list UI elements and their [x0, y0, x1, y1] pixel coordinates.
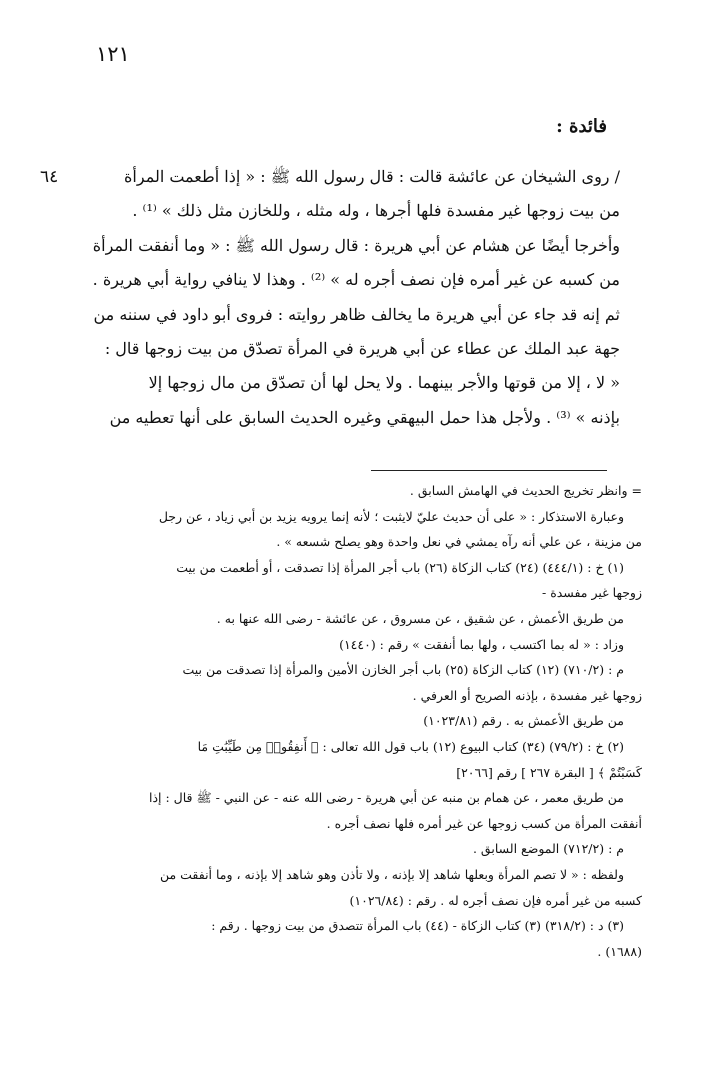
- main-text-line: من بيت زوجها غير مفسدة فلها أجرها ، وله مثله ، وللخازن مثل ذلك » ⁽¹⁾ .: [132, 201, 620, 221]
- footnote-line: م : (٧١٠/٢) (١٢) كتاب الزكاة (٢٥) باب أجر الخازن الأمين والمرأة إذا تصدقت من بيت: [182, 662, 624, 678]
- footnote-line: زوجها غير مفسدة ، بإذنه الصريح أو العرفي .: [412, 687, 642, 703]
- footnote-line: أنفقت المرأة من كسب زوجها عن غير أمره فلها نصف أجره .: [326, 815, 642, 831]
- main-text: [58, 160, 620, 435]
- page-number: ١٢١: [96, 42, 130, 66]
- main-text-line: من كسبه عن غير أمره فإن نصف أجره له » ⁽²⁾ . وهذا لا ينافي رواية أبي هريرة .: [92, 270, 620, 290]
- section-heading: فائدة :: [556, 116, 607, 137]
- main-text-line: ثم إنه قد جاء عن أبي هريرة ما يخالف ظاهر روايته : فروى أبو داود في سننه من: [93, 304, 620, 324]
- footnote-line: ولفظه : « لا تصم المرأة وبعلها شاهد إلا بإذنه ، ولا تأذن وهو شاهد إلا بإذنه ، وما أنفقت من: [159, 866, 624, 882]
- footnote-divider: [371, 470, 607, 471]
- main-text-line: وأخرجا أيضًا عن هشام عن أبي هريرة : قال رسول الله ﷺ : « وما أنفقت المرأة: [92, 235, 620, 255]
- footnote-line: (٢) خ : (٧٩/٢) (٣٤) كتاب البيوع (١٢) باب قول الله تعالى : ﴿ أَنفِقُوا۟ مِن طَيِّبَٰتِ مَا: [197, 738, 624, 754]
- footnote-line: من طريق معمر ، عن همام بن منبه عن أبي هريرة - رضى الله عنه - عن النبي - ﷺ قال : إذا: [149, 790, 624, 806]
- main-text-line: / روى الشيخان عن عائشة قالت : قال رسول الله ﷺ : « إذا أطعمت المرأة: [124, 167, 620, 186]
- main-text-line: جهة عبد الملك عن عطاء عن أبي هريرة في المرأة تصدّق من بيت زوجها قال :: [104, 339, 620, 359]
- footnote-line: من طريق الأعمش به . رقم (١٠٢٣/٨١): [423, 713, 624, 729]
- footnote-line: م : (٧١٢/٢) الموضع السابق .: [472, 841, 624, 857]
- footnote-line: وعبارة الاستذكار : « على أن حديث عليّ لايثبت ؛ لأنه إنما يرويه يزيد بن أبي زياد ، عن رجل: [158, 508, 624, 524]
- footnote-line: (١٦٨٨) .: [597, 943, 642, 959]
- main-text-line: بإذنه » ⁽³⁾ . ولأجل هذا حمل البيهقي وغيره الحديث السابق على أنها تعطيه من: [109, 407, 620, 427]
- footnote-line: كسبه من غير أمره فإن نصف أجره له . رقم : (١٠٢٦/٨٤): [349, 892, 642, 908]
- footnote-line: وزاد : « له بما اكتسب ، ولها بما أنفقت » رقم : (١٤٤٠): [339, 636, 624, 652]
- footnote-line: (٣) د : (٣١٨/٢) (٣) كتاب الزكاة - (٤٤) باب المرأة تتصدق من بيت زوجها . رقم :: [211, 918, 624, 934]
- footnote-line: (١) خ : (٤٤٤/١) (٢٤) كتاب الزكاة (٢٦) باب أجر المرأة إذا تصدقت ، أو أطعمت من بيت: [176, 559, 624, 575]
- footnote-line: من مزينة ، عن علي أنه رآه يمشي في نعل واحدة وهو يصلح شسعه » .: [276, 534, 642, 550]
- footnote-line: زوجها غير مفسدة -: [542, 585, 642, 601]
- margin-number: ٦٤: [40, 167, 59, 187]
- footnote-line: من طريق الأعمش ، عن شقيق ، عن مسروق ، عن عائشة - رضى الله عنها به .: [216, 610, 624, 626]
- footnotes: [58, 478, 642, 964]
- footnote-line: = وانظر تخريج الحديث في الهامش السابق .: [409, 483, 642, 498]
- footnote-line: كَسَبْتُمْ ﴾ [ البقرة ٢٦٧ ] رقم [٢٠٦٦]: [456, 764, 642, 780]
- main-text-line: « لا ، إلا من قوتها والأجر بينهما . ولا يحل لها أن تصدّق من مال زوجها إلا: [148, 373, 620, 393]
